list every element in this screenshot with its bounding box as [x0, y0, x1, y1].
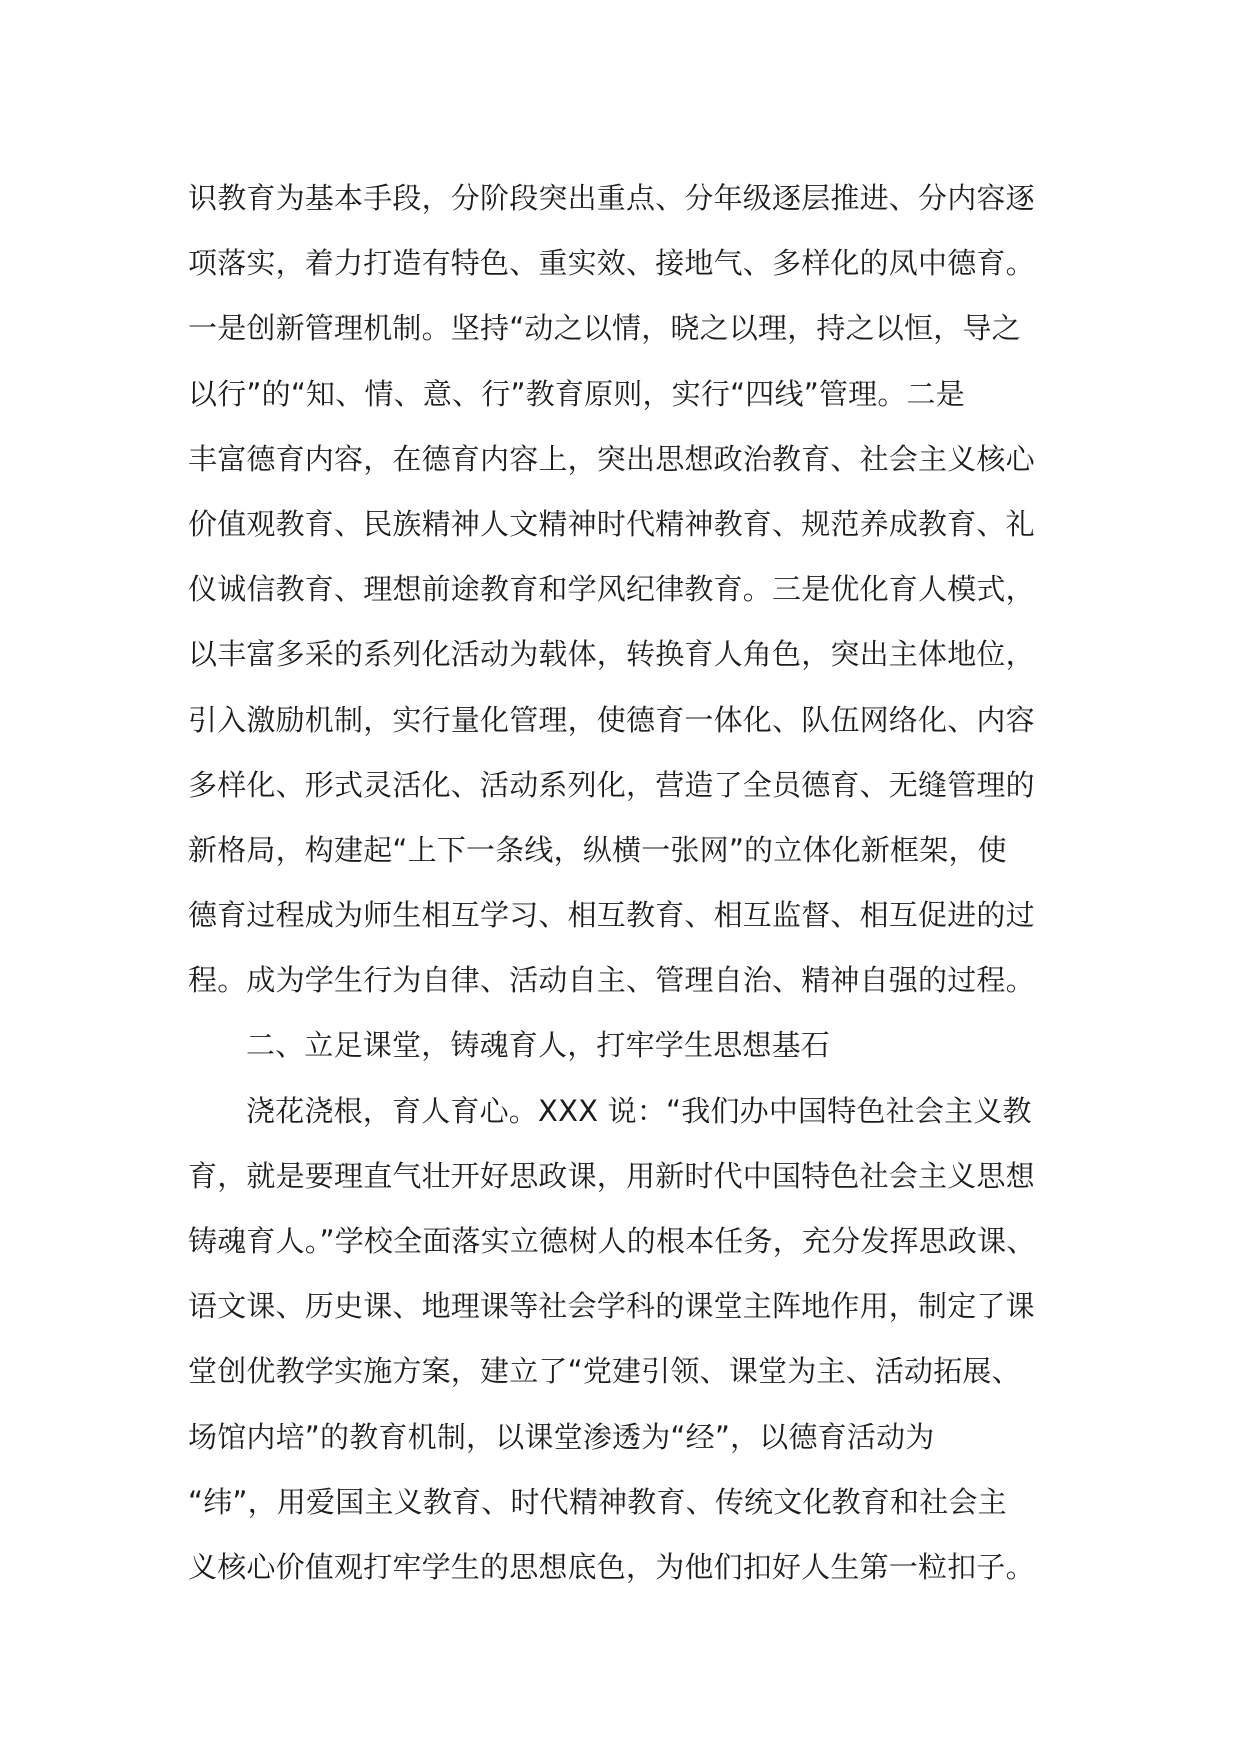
text-line: 德育过程成为师生相互学习、相互教育、相互监督、相互促进的过 [188, 898, 1035, 933]
text-line: 铸魂育人。”学校全面落实立德树人的根本任务，充分发挥思政课、 [188, 1224, 1036, 1258]
text-line: 项落实，着力打造有特色、重实效、接地气、多样化的凤中德育。 [188, 246, 1035, 281]
section-heading: 二、立足课堂，铸魂育人，打牢学生思想基石 [246, 1028, 831, 1063]
text-line: 堂创优教学实施方案，建立了“党建引领、课堂为主、活动拓展、 [188, 1354, 1021, 1389]
text-line: 新格局，构建起“上下一条线，纵横一张网”的立体化新框架，使 [188, 832, 1007, 867]
text-line: 以行”的“知、情、意、行”教育原则，实行“四线”管理。二是 [188, 376, 965, 411]
text-line: 以丰富多采的系列化活动为载体，转换育人角色，突出主体地位， [188, 637, 1035, 672]
text-line: 引入激励机制，实行量化管理，使德育一体化、队伍网络化、内容 [188, 702, 1035, 737]
body-text [188, 166, 1058, 1600]
paragraph-start: 浇花浇根，育人育心。XXX 说：“我们办中国特色社会主义教 [246, 1093, 1032, 1128]
text-line: 价值观教育、民族精神人文精神时代精神教育、规范养成教育、礼 [188, 506, 1035, 541]
text-line: 程。成为学生行为自律、活动自主、管理自治、精神自强的过程。 [188, 963, 1035, 998]
text-line: 语文课、历史课、地理课等社会学科的课堂主阵地作用，制定了课 [188, 1289, 1035, 1324]
text-line: “纬”，用爱国主义教育、时代精神教育、传统文化教育和社会主 [188, 1484, 1007, 1519]
text-line: 一是创新管理机制。坚持“动之以情，晓之以理，持之以恒，导之 [188, 311, 1021, 346]
text-line: 育，就是要理直气壮开好思政课，用新时代中国特色社会主义思想 [188, 1158, 1035, 1193]
text-line: 识教育为基本手段，分阶段突出重点、分年级逐层推进、分内容逐 [188, 181, 1035, 215]
text-line: 义核心价值观打牢学生的思想底色，为他们扣好人生第一粒扣子。 [188, 1549, 1035, 1584]
text-line: 多样化、形式灵活化、活动系列化，营造了全员德育、无缝管理的 [188, 767, 1035, 802]
text-line: 丰富德育内容，在德育内容上，突出思想政治教育、社会主义核心 [188, 441, 1035, 476]
text-line: 仪诚信教育、理想前途教育和学风纪律教育。三是优化育人模式， [188, 572, 1035, 607]
text-line: 场馆内培”的教育机制，以课堂渗透为“经”，以德育活动为 [188, 1419, 935, 1454]
